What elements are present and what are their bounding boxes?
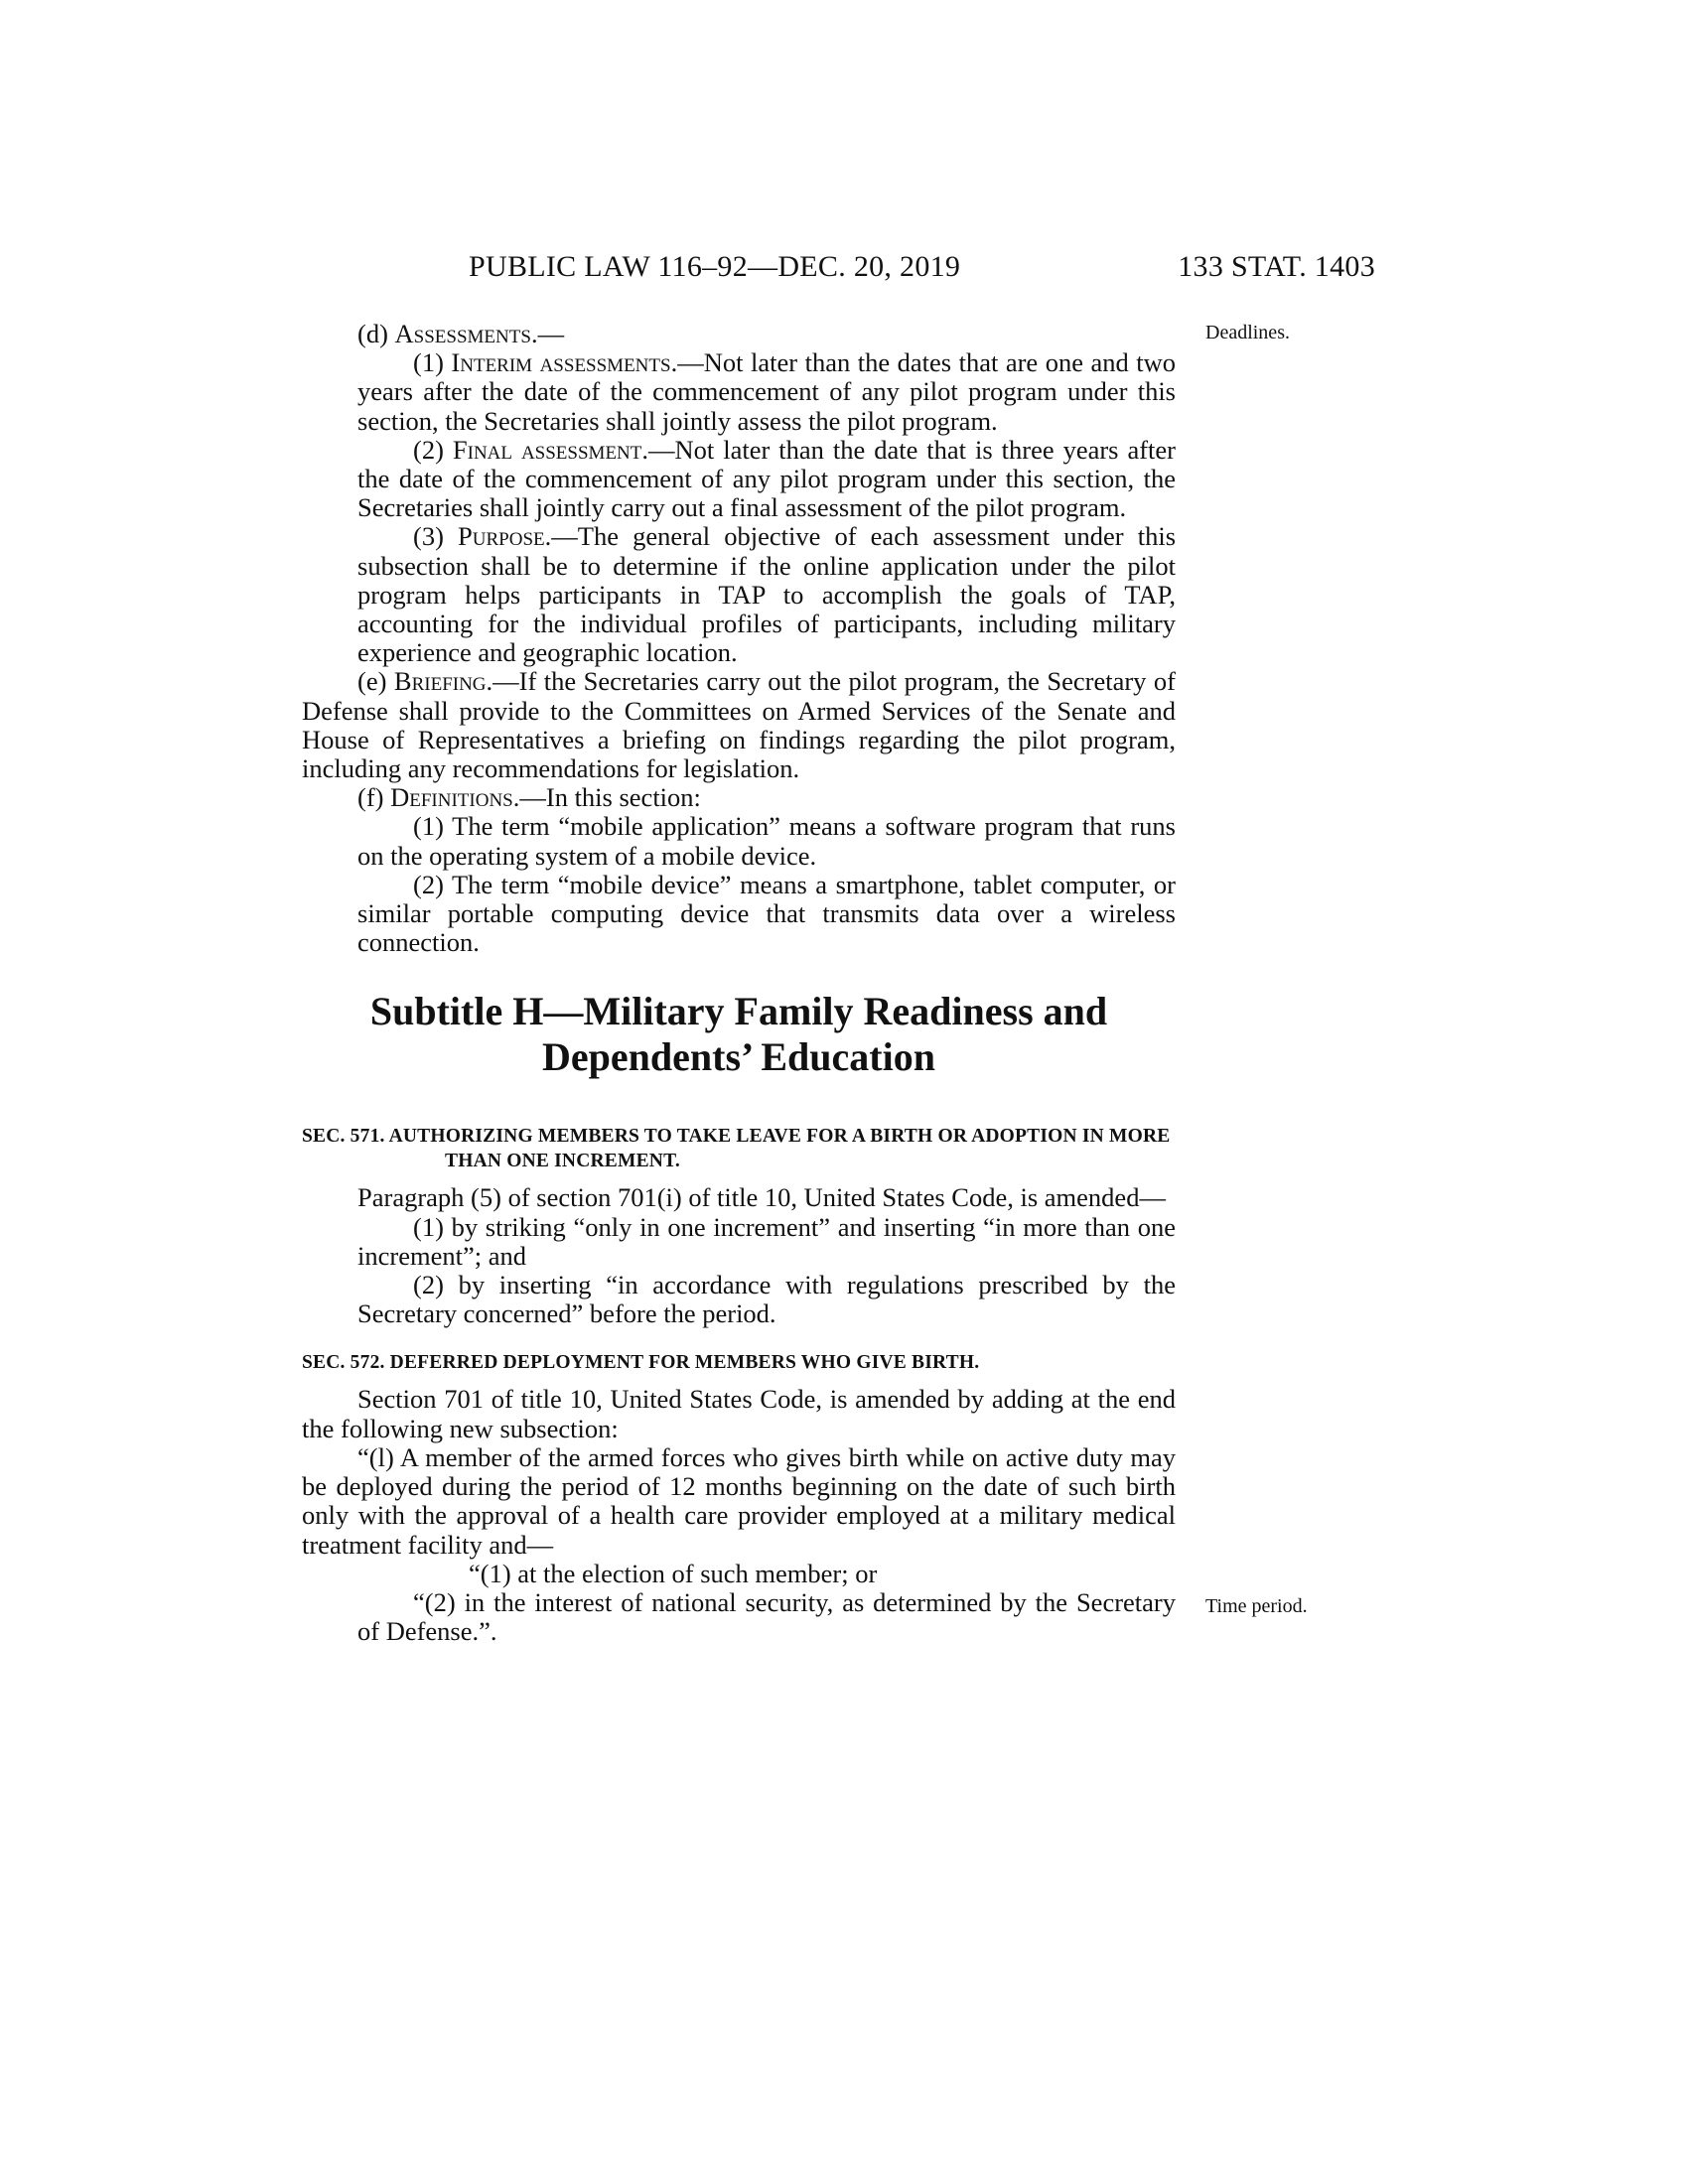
subtitle-line-2: Dependents’ Education (542, 1034, 935, 1080)
section-571-heading: SEC. 571. AUTHORIZING MEMBERS TO TAKE LEAVE FOR A BIRTH OR ADOPTION IN MORE THAN ONE INCREMENT. (302, 1126, 1171, 1172)
subsection-d-heading (302, 320, 1176, 348)
subtitle-line-1: Subtitle H—Military Family Readiness and (369, 989, 1108, 1034)
paragraph-text: .—Not later than the dates that are one and two years after the date of the commencement of any pilot program under this section, the Secretaries shall jointly assess the pilot program. (357, 347, 1177, 436)
subtitle-heading (302, 989, 1176, 1080)
subsection-title: Assessments (394, 319, 531, 348)
running-head: PUBLIC LAW 116–92—DEC. 20, 2019 (469, 250, 961, 283)
section-571-intro: Paragraph (5) of section 701(i) of title 10, United States Code, is amended— (357, 1182, 1166, 1213)
section-572-paragraph-1: “(1) at the election of such member; or (469, 1558, 878, 1588)
subsection-text: .—In this section: (512, 782, 701, 813)
subsection-title: Briefing (393, 666, 487, 697)
subsection-title: Definitions (390, 782, 513, 813)
subsection-label: (e) (357, 666, 394, 697)
section-572-subsection-l: “(l) A member of the armed forces who gives birth while on active duty may be deployed during the period of 12 months beginning on the date of such birth only with the approval of a health care provider employed at a military medical treatment facility and— (302, 1441, 1176, 1560)
section-572-paragraph-2: “(2) in the interest of national security, as determined by the Secretary of Defense.”. (357, 1586, 1176, 1647)
paragraph-text: .—Not later than the date that is three years after the date of the commencement of any pilot program under this section, the Secretaries shall jointly carry out a final assessment of the pilot program. (357, 434, 1177, 523)
section-571-paragraph-2: (2) by inserting “in accordance with regulations prescribed by the Secretary concerned” before the period. (357, 1270, 1176, 1329)
subsection-label: (f) (357, 782, 391, 813)
document-body (302, 320, 1176, 1646)
paragraph-title: Interim assessments (451, 347, 671, 378)
definition-mobile-device: (2) The term “mobile device” means a smartphone, tablet computer, or similar portable computing device that transmits data over a wireless connection. (357, 869, 1176, 958)
paragraph-label: (2) (413, 434, 453, 465)
paragraph-label: (1) (413, 347, 452, 378)
stat-page-number: 133 STAT. 1403 (1178, 250, 1375, 283)
paragraph-final-assessment (302, 436, 1176, 523)
section-571-paragraph-1: (1) by striking “only in one increment” and inserting “in more than one increment”; and (357, 1211, 1176, 1271)
section-572-heading: SEC. 572. DEFERRED DEPLOYMENT FOR MEMBERS WHO GIVE BIRTH. (302, 1352, 980, 1374)
margin-note-deadlines: Deadlines. (1205, 322, 1290, 343)
definition-mobile-application: (1) The term “mobile application” means a software program that runs on the operating system of a mobile device. (357, 811, 1176, 871)
margin-note-time-period: Time period. (1205, 1595, 1308, 1617)
section-572-intro: Section 701 of title 10, United States Code, is amended by adding at the end the following new subsection: (302, 1384, 1176, 1443)
subsection-dash: .— (530, 319, 565, 348)
paragraph-label: (3) (413, 521, 459, 552)
paragraph-purpose (302, 522, 1176, 667)
paragraph-title: Final assessment (452, 434, 642, 465)
page-header (298, 250, 1375, 290)
subsection-text: .—If the Secretaries carry out the pilot program, the Secretary of Defense shall provide to the Committees on Armed Services of the Senate and House of Representatives a briefing on findings regarding the pilot program, including any recommendations for legislation. (302, 666, 1176, 784)
paragraph-interim-assessments (302, 348, 1176, 436)
paragraph-title: Purpose (458, 521, 545, 552)
subsection-e-briefing (302, 667, 1176, 783)
subsection-label: (d) (357, 319, 395, 348)
subsection-f-definitions (302, 783, 1176, 812)
paragraph-text: .—The general objective of each assessment under this subsection shall be to determine if the online application under the pilot program helps participants in TAP to accomplish the goals of TAP, accounting for the individual profiles of participants, including military experience and geographic location. (357, 521, 1177, 668)
